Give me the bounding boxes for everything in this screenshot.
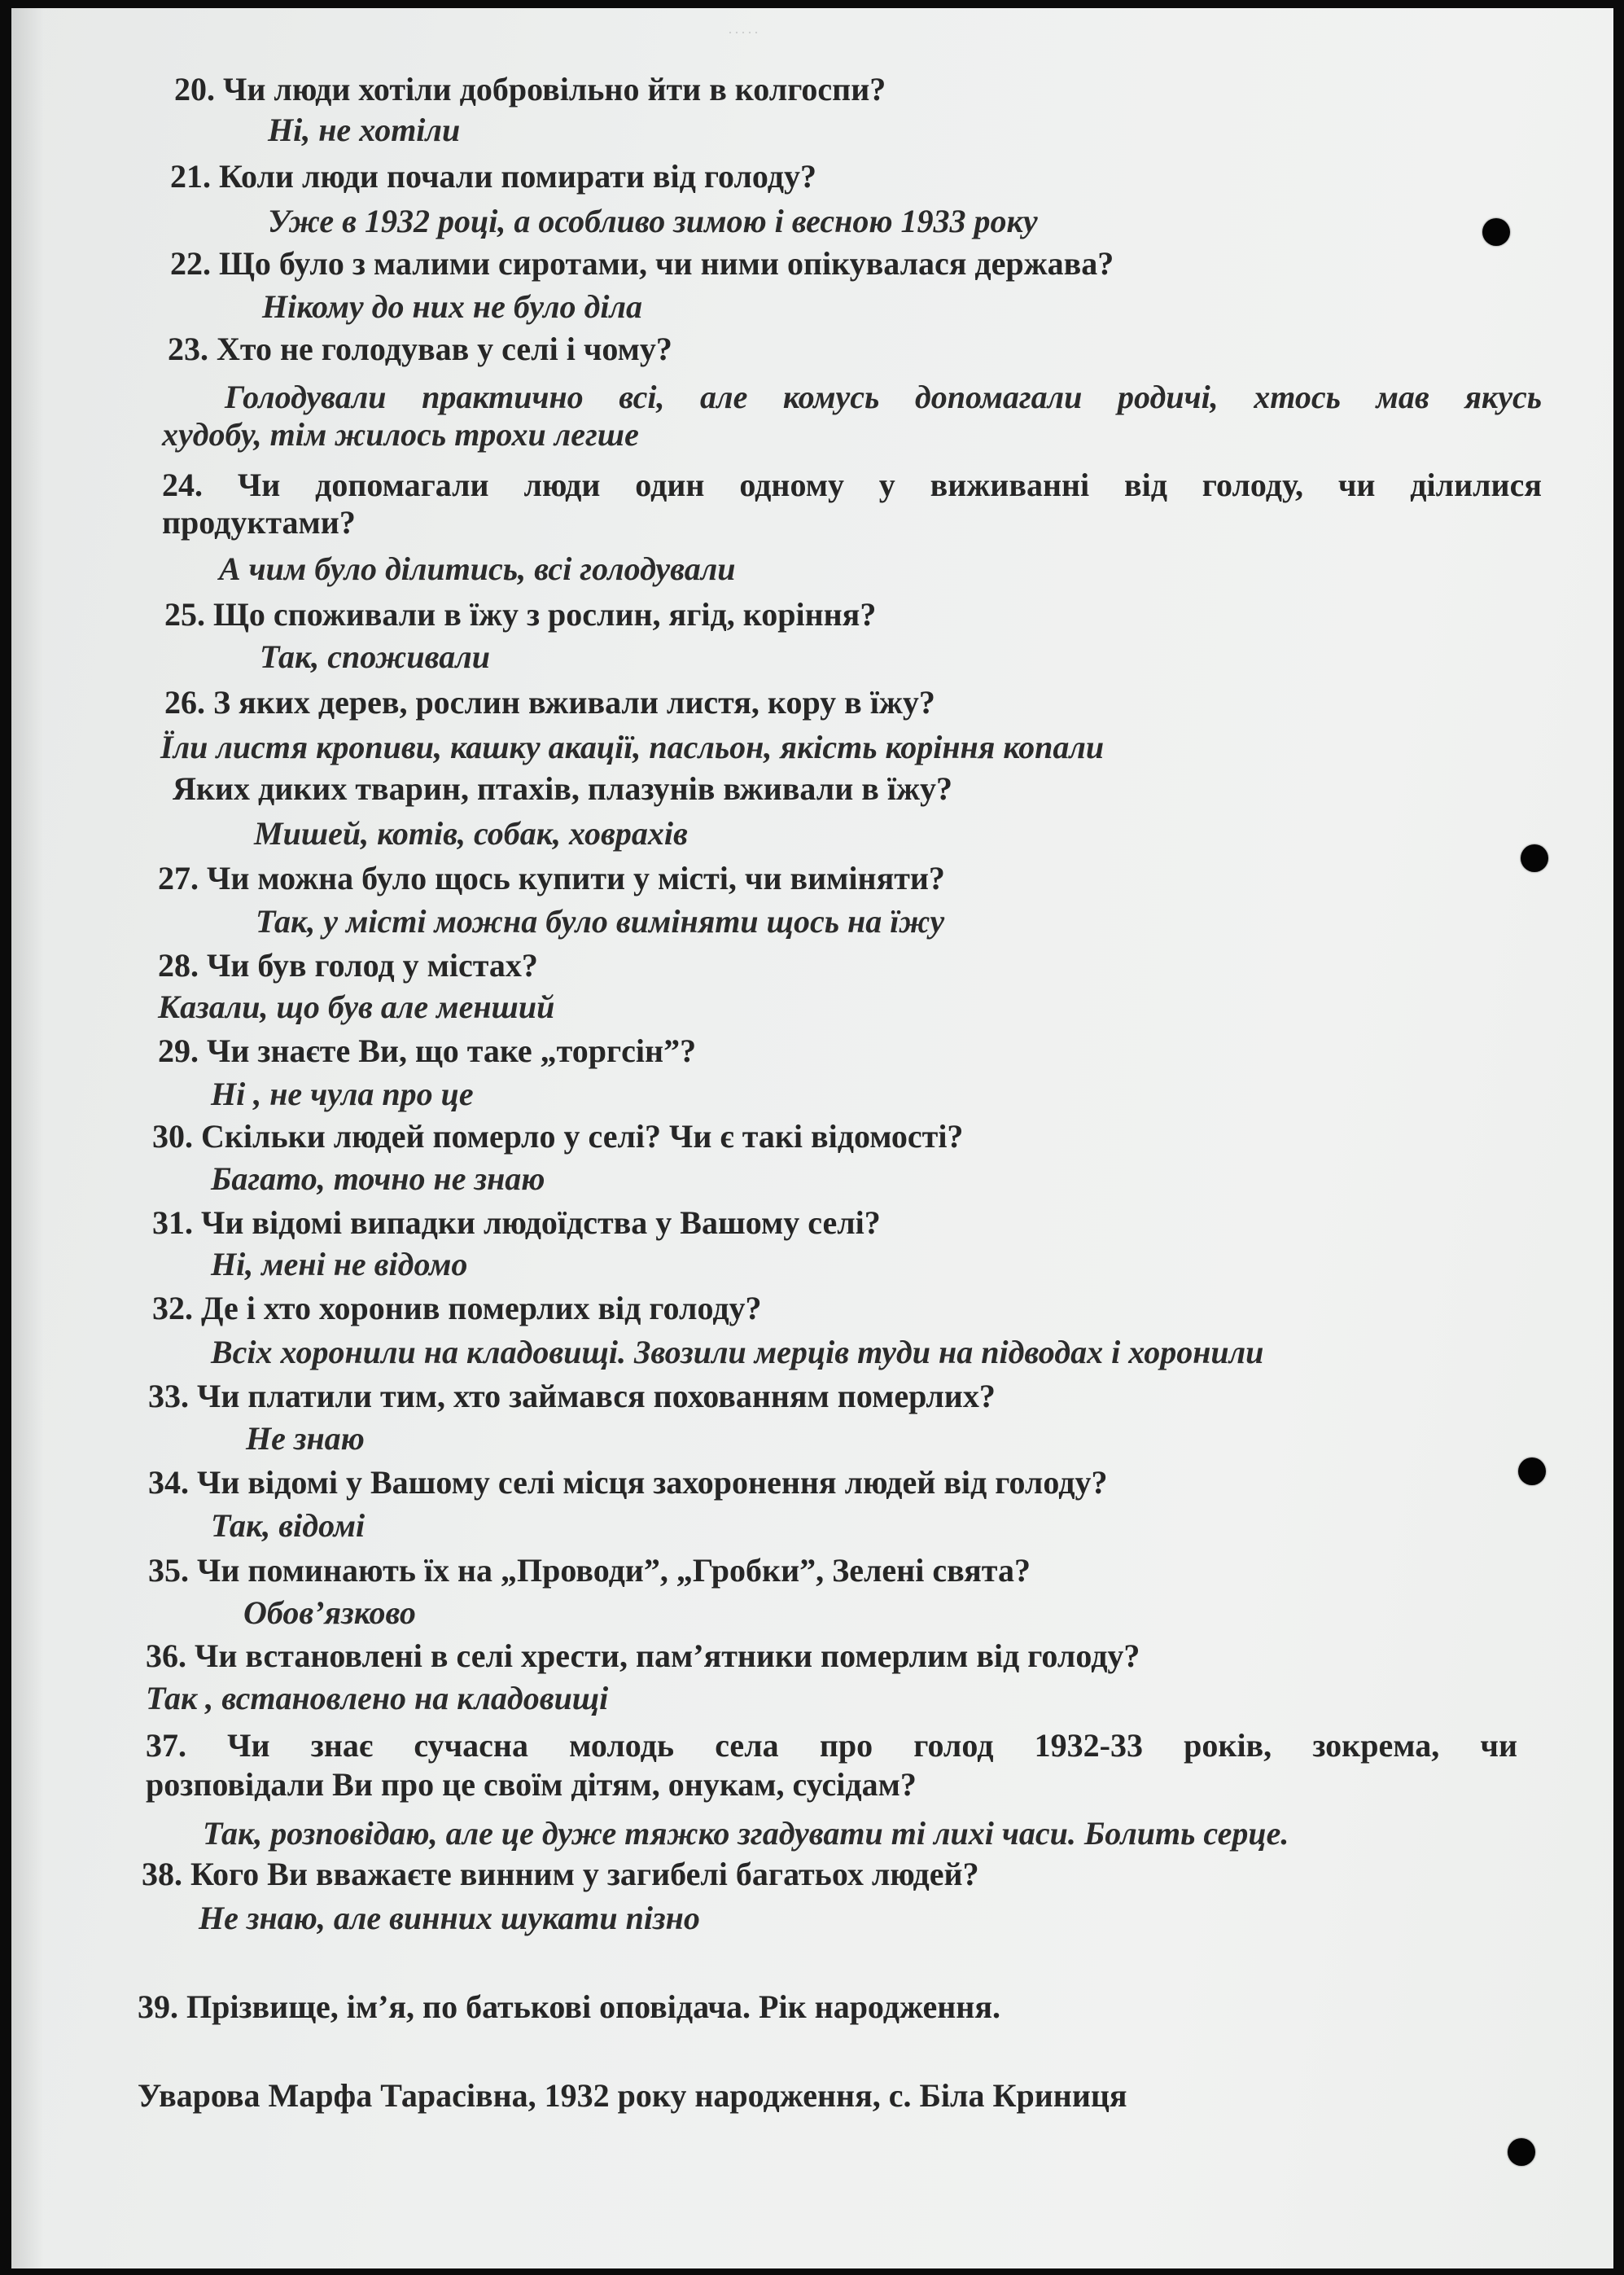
question-23: 23. Хто не голодував у селі і чому? (168, 331, 672, 367)
answer-33: Не знаю (246, 1420, 365, 1457)
question-34: 34. Чи відомі у Вашому селі місця захоронення людей від голоду? (148, 1464, 1108, 1501)
answer-25: Так, споживали (260, 638, 490, 675)
question-29: 29. Чи знаєте Ви, що таке „торгсін”? (158, 1032, 697, 1069)
question-20: 20. Чи люди хотіли добровільно йти в колгоспи? (174, 71, 886, 107)
question-31: 31. Чи відомі випадки людоїдства у Вашому селі? (152, 1204, 881, 1241)
scan-edge-shadow (11, 8, 44, 2268)
question-22: 22. Що було з малими сиротами, чи ними опікувалася держава? (170, 245, 1114, 282)
question-21: 21. Коли люди почали помирати від голоду? (170, 158, 816, 195)
answer-28: Казали, що був але менший (158, 988, 555, 1025)
question-38: 38. Кого Ви вважаєте винним у загибелі багатьох людей? (142, 1856, 979, 1892)
question-39: 39. Прізвище, ім’я, по батькові оповідача. Рік народження. (138, 1988, 1000, 2025)
question-36: 36. Чи встановлені в селі хрести, пам’ятники померлим від голоду? (146, 1637, 1140, 1674)
answer-21: Уже в 1932 році, а особливо зимою і весною 1933 року (268, 203, 1038, 239)
answer-31: Ні, мені не відомо (211, 1246, 468, 1282)
answer-26: Їли листя кропиви, кашку акації, пасльон, якість коріння копали (160, 729, 1105, 765)
faint-header-mark: ····· (728, 24, 760, 41)
question-25: 25. Що споживали в їжу з рослин, ягід, коріння? (164, 596, 877, 633)
answer-29: Ні , не чула про це (211, 1076, 474, 1112)
punch-hole (1521, 844, 1548, 872)
question-26b: Яких диких тварин, птахів, плазунів вживали в їжу? (173, 770, 952, 807)
answer-35: Обов’язково (243, 1594, 416, 1631)
question-35: 35. Чи поминають їх на „Проводи”, „Гробки”, Зелені свята? (148, 1552, 1031, 1589)
question-24-line1: 24. Чи допомагали люди один одному у виживанні від голоду, чи ділилися (162, 467, 1542, 503)
document-page (11, 8, 1613, 2268)
question-28: 28. Чи був голод у містах? (158, 947, 538, 984)
answer-22: Нікому до них не було діла (262, 288, 642, 325)
answer-20: Ні, не хотіли (268, 112, 461, 148)
answer-27: Так, у місті можна було виміняти щось на їжу (256, 903, 945, 940)
punch-hole (1508, 2138, 1535, 2166)
answer-36: Так , встановлено на кладовищі (146, 1680, 609, 1716)
answer-34: Так, відомі (211, 1507, 366, 1544)
question-24-line2: продуктами? (162, 504, 356, 541)
question-26: 26. З яких дерев, рослин вживали листя, кору в їжу? (164, 684, 935, 721)
question-27: 27. Чи можна було щось купити у місті, чи виміняти? (158, 860, 945, 896)
question-37-line2: розповідали Ви про це своїм дітям, онукам, сусідам? (146, 1766, 917, 1803)
question-30: 30. Скільки людей померло у селі? Чи є такі відомості? (152, 1118, 964, 1155)
punch-hole (1482, 218, 1510, 246)
narrator-info: Уварова Марфа Тарасівна, 1932 року народження, с. Біла Криниця (138, 2077, 1127, 2114)
question-32: 32. Де і хто хоронив померлих від голоду? (152, 1290, 762, 1326)
answer-26b: Мишей, котів, собак, ховрахів (254, 815, 688, 852)
answer-30: Багато, точно не знаю (211, 1160, 545, 1197)
answer-24: А чим було ділитись, всі голодували (219, 550, 736, 587)
answer-32: Всіх хоронили на кладовищі. Звозили мерців туди на підводах і хоронили (211, 1334, 1264, 1370)
question-37-line1: 37. Чи знає сучасна молодь села про голод 1932-33 років, зокрема, чи (146, 1727, 1517, 1764)
punch-hole (1518, 1457, 1546, 1485)
answer-23-line1: Голодували практично всі, але комусь допомагали родичі, хтось мав якусь (225, 379, 1542, 415)
answer-23-line2: худобу, тім жилось трохи легше (162, 416, 639, 453)
answer-38: Не знаю, але винних шукати пізно (199, 1900, 700, 1936)
answer-37: Так, розповідаю, але це дуже тяжко згадувати ті лихі часи. Болить серце. (203, 1815, 1289, 1852)
question-33: 33. Чи платили тим, хто займався похованням померлих? (148, 1378, 996, 1414)
